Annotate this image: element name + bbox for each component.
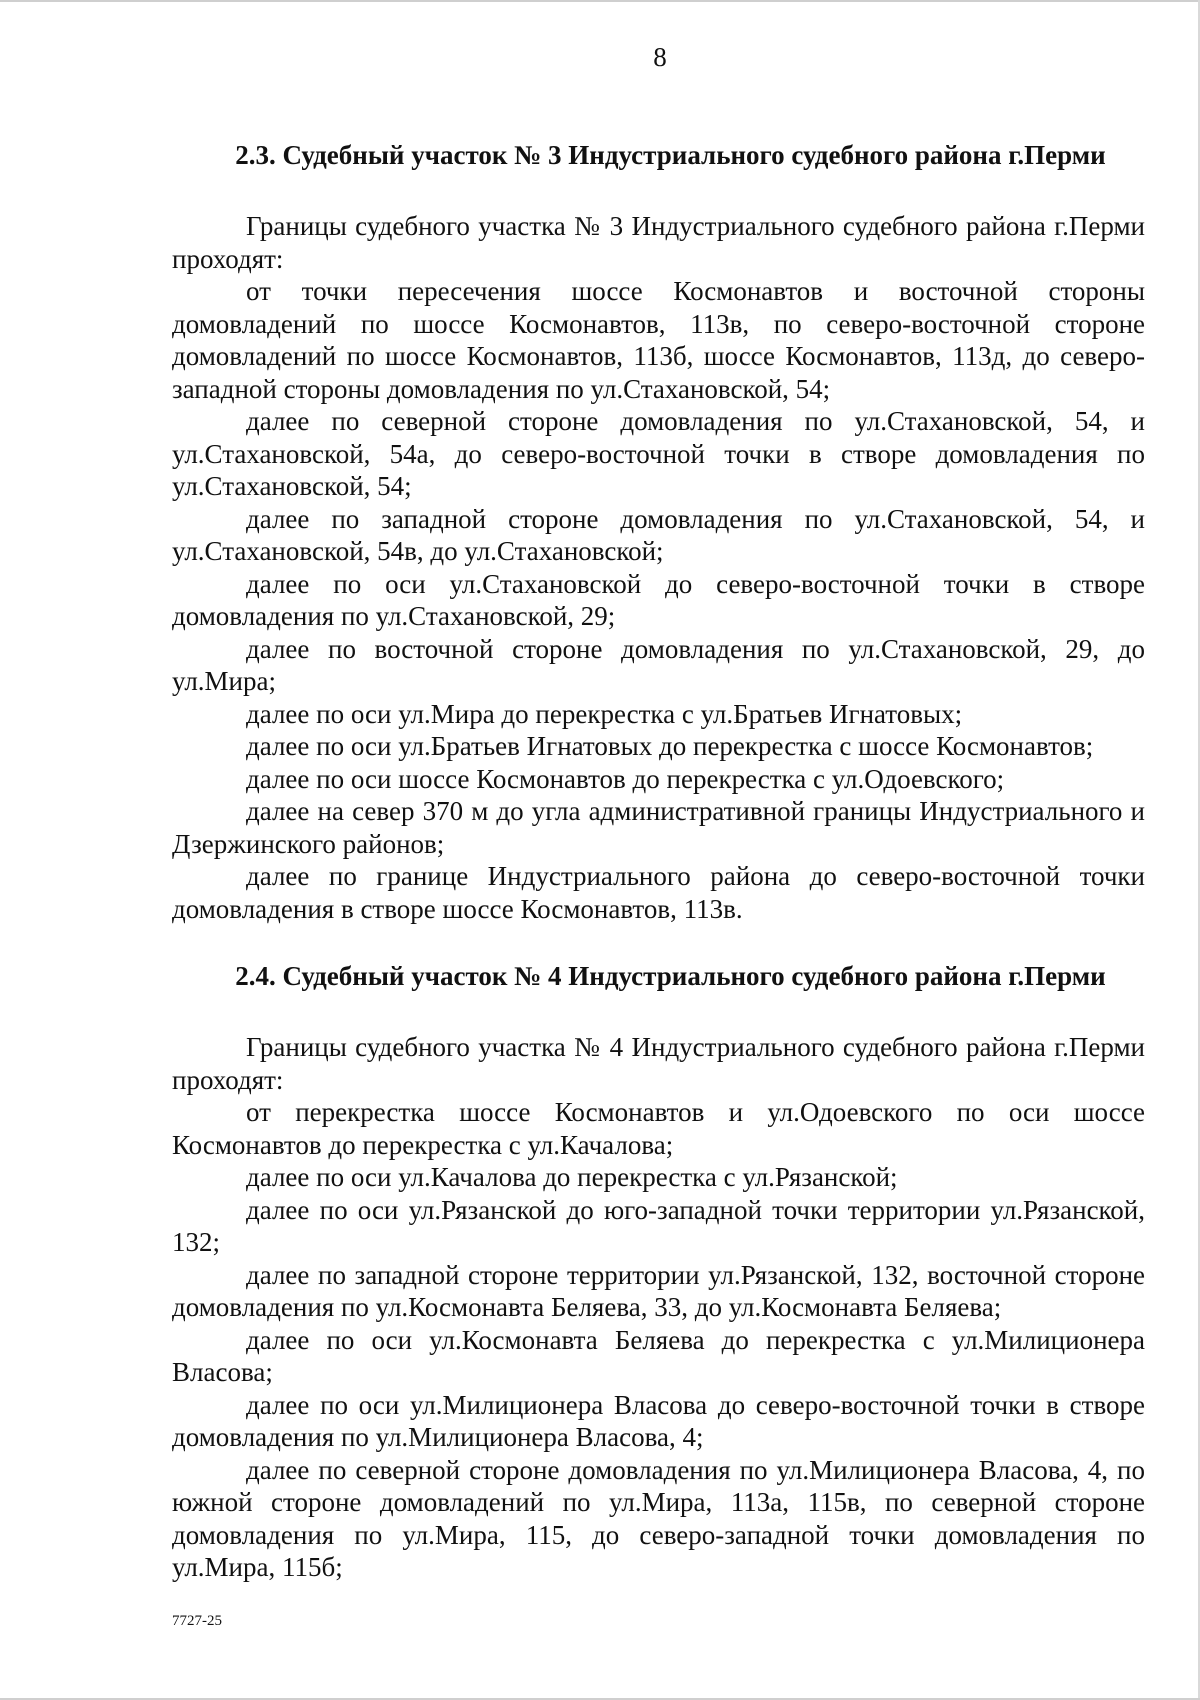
paragraph: далее по западной стороне домовладения по ул.Стахановской, 54, и ул.Стахановской, 54в, до ул.Стахановской; — [172, 503, 1145, 566]
paragraph: далее по границе Индустриального района до северо-восточной точки домовладения в створе шоссе Космонавтов, 113в. — [172, 861, 1145, 924]
document-body — [172, 132, 1145, 1584]
paragraph: далее по оси шоссе Космонавтов до перекрестка с ул.Одоевского; — [246, 763, 1005, 794]
paragraph: от точки пересечения шоссе Космонавтов и восточной стороны домовладений по шоссе Космонавтов, 113в, по северо-восточной стороне домовладений по шоссе Космонавтов, 113б, шоссе Космонавтов, 113д, до северо-западной стороны домовладения по ул.Стахановской, 54; — [172, 276, 1145, 404]
paragraph: Границы судебного участка № 4 Индустриального судебного района г.Перми проходят: — [172, 1032, 1145, 1095]
paragraph: от перекрестка шоссе Космонавтов и ул.Одоевского по оси шоссе Космонавтов до перекрестка с ул.Качалова; — [172, 1097, 1145, 1160]
paragraph: далее по оси ул.Милиционера Власова до северо-восточной точки в створе домовладения по ул.Милиционера Власова, 4; — [172, 1389, 1145, 1452]
page-number: 8 — [653, 42, 667, 72]
paragraph: далее по оси ул.Братьев Игнатовых до перекрестка с шоссе Космонавтов; — [246, 731, 1094, 761]
paragraph: далее по оси ул.Космонавта Беляева до перекрестка с ул.Милиционера Власова; — [172, 1324, 1145, 1387]
paragraph: Границы судебного участка № 3 Индустриального судебного района г.Перми проходят: — [172, 211, 1145, 274]
paragraph: далее по восточной стороне домовладения по ул.Стахановской, 29, до ул.Мира; — [172, 633, 1145, 696]
paragraph: далее по оси ул.Стахановской до северо-восточной точки в створе домовладения по ул.Стахановской, 29; — [172, 568, 1145, 631]
paragraph: далее по оси ул.Качалова до перекрестка с ул.Рязанской; — [246, 1162, 898, 1192]
paragraph: далее по оси ул.Мира до перекрестка с ул.Братьев Игнатовых; — [246, 698, 963, 729]
paragraph: далее на север 370 м до угла административной границы Индустриального и Дзержинского районов; — [172, 796, 1145, 859]
section-2-4 — [172, 959, 1145, 1584]
section-2-3 — [172, 138, 1145, 925]
section-heading: 2.4. Судебный участок № 4 Индустриального судебного района г.Перми — [235, 961, 1106, 991]
paragraph: далее по оси ул.Рязанской до юго-западной точки территории ул.Рязанской, 132; — [172, 1194, 1145, 1257]
section-heading: 2.3. Судебный участок № 3 Индустриального судебного района г.Перми — [235, 140, 1106, 170]
paragraph: далее по северной стороне домовладения по ул.Милиционера Власова, 4, по южной стороне домовладений по ул.Мира, 113а, 115в, по северной стороне домовладения по ул.Мира, 115, до северо-западной точки домовладения по ул.Мира, 115б; — [172, 1454, 1145, 1582]
paragraph: далее по северной стороне домовладения по ул.Стахановской, 54, и ул.Стахановской, 54а, до северо-восточной точки в створе домовладения по ул.Стахановской, 54; — [172, 406, 1145, 501]
paragraph: далее по западной стороне территории ул.Рязанской, 132, восточной стороне домовладения по ул.Космонавта Беляева, 33, до ул.Космонавта Беляева; — [172, 1259, 1145, 1322]
document-code: 7727-25 — [172, 1613, 222, 1629]
scan-edge-top — [0, 0, 1200, 2]
